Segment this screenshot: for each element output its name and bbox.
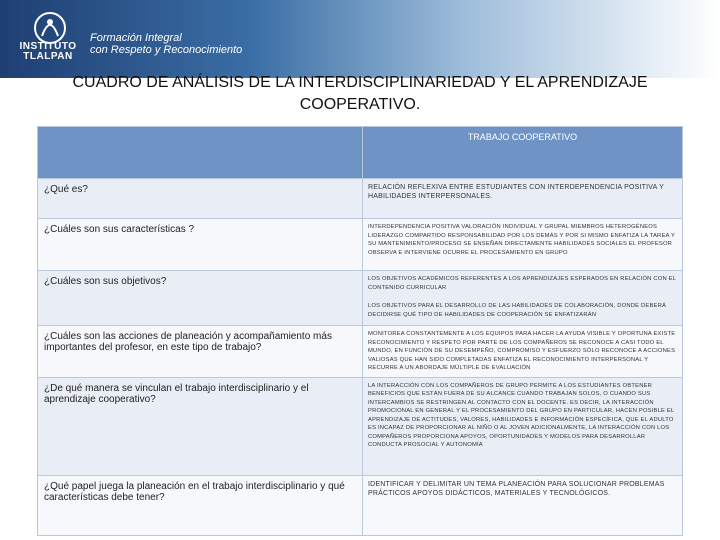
header-banner [0,0,720,78]
slogan-line-1: Formación Integral [90,32,182,44]
table-row [38,271,683,326]
row-answer: MONITOREA CONSTANTEMENTE A LOS EQUIPOS PARA HACER LA AYUDA VISIBLE Y OPORTUNA EXISTE RECONOCIMIENTO Y RESPETO POR PARTE DE LOS COMPAÑEROS SE RECONOCE A CASI TODO EL MUNDO, EN FUNCIÓN DE SU DESEMPEÑO, COMPROMISO Y ESFUERZO SÓLO RECONOCE A ACCIONES VALIOSAS QUE HAN SIDO COMPLETADAS ENFATIZA EL RECONOCIMIENTO INTERPERSONAL Y RECURRE A UN ABORDAJE MÚLTIPLE DE EVALUACIÓN [363,326,683,378]
row-answer: IDENTIFICAR Y DELIMITAR UN TEMA PLANEACIÓN PARA SOLUCIONAR PROBLEMAS PRÁCTICOS APOYOS DIDÁCTICOS, MATERIALES Y TECNOLÓGICOS. [363,475,683,535]
title-line-2: COOPERATIVO. [299,96,421,113]
table-row [38,377,683,475]
row-answer: RELACIÓN REFLEXIVA ENTRE ESTUDIANTES CON INTERDEPENDENCIA POSITIVA Y HABILIDADES INTERPERSONALES. [363,179,683,219]
row-question: ¿Cuáles son sus características ? [38,219,363,271]
row-question: ¿Cuáles son las acciones de planeación y acompañamiento más importantes del profesor, en este tipo de trabajo? [38,326,363,378]
header-cell-empty [38,127,363,179]
row-answer: LA INTERACCIÓN CON LOS COMPAÑEROS DE GRUPO PERMITE A LOS ESTUDIANTES OBTENER BENEFICIOS QUE ESTÁN FUERA DE SU ALCANCE CUANDO TRABAJAN SOLOS, O CUANDO SUS INTERCAMBIOS SE RESTRINGEN AL CONTACTO CON EL DOCENTE. ES DECIR, LA INTERACCIÓN PROMOCIONAL EN GENERAL Y EL PROCESAMIENTO DEL GRUPO EN PARTICULAR, HACEN POSIBLE EL APRENDIZAJE DE ACTITUDES, VALORES, HABILIDADES E INFORMACIÓN ESPECÍFICA, QUE EL ADULTO ES INCAPAZ DE PROPORCIONAR AL NIÑO O AL JOVEN ADICIONALMENTE, LA INTERACCIÓN CON LOS COMPAÑEROS PROPORCIONA APOYOS, OPORTUNIDADES Y MODELOS PARA DESARROLLAR CONDUCTA PROSOCIAL Y AUTONOMÍA [363,377,683,475]
row-question: ¿Cuáles son sus objetivos? [38,271,363,326]
table-row [38,326,683,378]
title-line-1: CUADRO DE ANÁLISIS DE LA INTERDISCIPLINARIEDAD Y EL APRENDIZAJE [72,74,648,91]
row-answer: INTERDEPENDENCIA POSITIVA VALORACIÓN INDIVIDUAL Y GRUPAL MIEMBROS HETEROGÉNEOS LIDERAZGO COMPARTIDO RESPONSABILIDAD POR LOS DEMÁS Y POR SI MISMO ENFATIZA LA TAREA Y SU MANTENIMIENTO/PROCESO SE ENSEÑAN DIRECTAMENTE HABILIDADES SOCIALES EL PROFESOR OBSERVA E INTERVIENE OCURRE EL PROCESAMIENTO EN GRUPO [363,219,683,271]
header-cell-cooperative-work: TRABAJO COOPERATIVO [363,127,683,179]
objective-academic: LOS OBJETIVOS ACADÉMICOS REFERENTES A LOS APRENDIZAJES ESPERADOS EN RELACIÓN CON EL CONTENIDO CURRICULAR [368,276,676,291]
row-question: ¿Qué papel juega la planeación en el trabajo interdisciplinario y qué características debe tener? [38,475,363,535]
table-header-row [38,127,683,179]
slogan [90,32,242,56]
row-question: ¿De qué manera se vinculan el trabajo interdisciplinario y el aprendizaje cooperativo? [38,377,363,475]
objective-collaboration: LOS OBJETIVOS PARA EL DESARROLLO DE LAS HABILIDADES DE COLABORACIÓN, DONDE DEBERÁ DECIDIRSE QUÉ TIPO DE HABILIDADES DE COOPERACIÓN SE ENFATIZARÁN [368,303,667,318]
table-row [38,219,683,271]
table-row [38,179,683,219]
page-title [40,72,680,116]
slogan-line-2: con Respeto y Reconocimiento [90,44,243,56]
row-answer [363,271,683,326]
analysis-table [37,126,683,536]
row-question: ¿Qué es? [38,179,363,219]
table-row [38,475,683,535]
institution-name: INSTITUTO TLALPAN [19,41,77,62]
